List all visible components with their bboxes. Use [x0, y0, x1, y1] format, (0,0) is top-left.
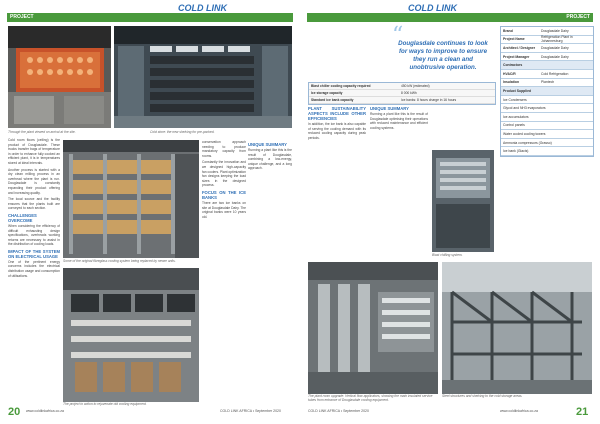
photo-plant-equipment	[8, 26, 111, 128]
photo-blast-chilling	[432, 150, 494, 252]
section-header-bar	[307, 13, 593, 22]
page-number: 21	[576, 406, 589, 418]
table-row	[501, 79, 593, 88]
subheader-label: Product Supplied	[503, 88, 532, 93]
row-label: Brand	[503, 28, 513, 33]
cooling-capacity-table	[308, 82, 496, 105]
table-row	[501, 139, 593, 148]
table-row	[501, 147, 593, 156]
text-column-2	[370, 104, 428, 252]
publication-logo	[408, 3, 457, 20]
paragraph: Running a plant like this is the result of Douglasdale, combining a low-energy, unique challenge, and a long approach.	[248, 148, 292, 171]
table-row	[501, 27, 593, 36]
row-label: Project Name	[503, 37, 525, 42]
table-row	[501, 122, 593, 131]
text-column-1	[8, 138, 60, 404]
row-value: Douglasdale Dairy	[541, 54, 569, 59]
project-specs-table	[500, 26, 594, 157]
footer-url[interactable]: www.coldlinkafrica.co.za	[500, 409, 538, 413]
row-value: Douglasdale Dairy	[541, 45, 569, 50]
product-item: Ice bank (Glacis)	[503, 149, 529, 154]
photo-project-in-action	[63, 268, 199, 402]
paragraph: Cold room floors (ceiling) is the product of Douglasdale. These trucks transfer bags of temperature in order to enhance fully cooked an efficient plant, it is in temperatures stored at ideal intervals.	[8, 138, 60, 165]
photo-caption: Blast chilling system.	[432, 253, 463, 257]
section-header-bar	[7, 13, 293, 22]
photo-caption: Through the plant viewed on arrival at the site.	[8, 130, 76, 134]
product-item: Ice Condensers	[503, 97, 527, 102]
photo-caption: Steel structures and shelving to the cold storage areas.	[442, 394, 523, 398]
table-row	[501, 44, 593, 53]
product-item: Ice accumulators	[503, 114, 529, 119]
section-label: PROJECT	[10, 14, 34, 20]
paragraph: One of the pertinent energy concerns includes the electrical distribution usage and consumption of utilisations.	[8, 259, 60, 278]
row-value: 8 000 kWh	[401, 91, 417, 95]
logo-text: COLD LINK	[408, 3, 457, 13]
table-row	[309, 97, 495, 104]
section-heading: UNIQUE SUMMARY	[370, 106, 409, 111]
table-row	[501, 104, 593, 113]
photo-caption: Cold store: the new shelving for pre-packed.	[150, 130, 215, 134]
table-row	[501, 113, 593, 122]
table-subheader	[501, 61, 593, 70]
row-value: Douglasdale Dairy	[541, 28, 569, 33]
table-row	[501, 36, 593, 45]
table-row	[309, 83, 495, 90]
page-footer	[300, 406, 600, 418]
product-item: Ammonia compressors (Grasso)	[503, 140, 552, 145]
paragraph: conservation approach needing to produce mandatory capacity from rooms.	[202, 140, 246, 158]
subheader-label: Contractors	[503, 63, 523, 68]
paragraph: Another process is started with a dry clean milling process in an overhead where the plant is run. Douglasdale is constantly expanding their product offering and increasing quality.	[8, 167, 60, 195]
page-footer	[0, 406, 300, 418]
photo-steel-structures	[442, 262, 592, 394]
product-item: Glycol and NH3 evaporators	[503, 106, 546, 111]
photo-plant-room-upgrade	[308, 262, 438, 394]
section-label: PROJECT	[566, 14, 590, 20]
table-row	[501, 96, 593, 105]
footer-issue: COLD LINK AFRICA • September 2020	[220, 409, 281, 413]
paragraph: The local source and the facility ensures that the plants built are conveyed to each section.	[8, 197, 60, 211]
photo-caption: Some of the original fibreglass cooling system being replaced by newer units.	[63, 259, 176, 263]
row-label: Architect / Designer	[503, 45, 536, 50]
footer-issue: COLD LINK AFRICA • September 2020	[308, 409, 369, 413]
open-quote-icon: “	[392, 23, 404, 48]
section-heading: UNIQUE SUMMARY	[248, 142, 287, 147]
row-label: Blast chiller cooling capacity required	[311, 84, 371, 88]
row-label: Standard ice bank capacity	[311, 98, 354, 102]
paragraph: There are two ice banks on site at Douglasdale Dairy. The original banks were 10 years old.	[202, 200, 246, 219]
table-row	[501, 130, 593, 139]
paragraph: In addition, the ice bank is also capable of serving the cooling demand with its reduced cooling capacity during peak periods.	[308, 122, 366, 140]
table-row	[501, 70, 593, 79]
footer-url[interactable]: www.coldlinkafrica.co.za	[26, 409, 64, 413]
page-number: 20	[8, 406, 21, 418]
photo-caption: The plant room upgrade: Vertical flow applicators, showing the main insulated service tubes from entrance of Douglasdale cooling equipment.	[308, 394, 433, 402]
text-column-3	[248, 140, 292, 240]
row-value: 450 kW (estimated)	[401, 84, 430, 88]
right-page	[300, 0, 600, 424]
section-heading: PLANT SUSTAINABILITY ASPECTS INCLUDE OTHER EFFICIENCIES	[308, 106, 366, 121]
product-item: Control panels	[503, 123, 525, 128]
row-value: Cold Refrigeration	[541, 71, 569, 76]
paragraph: Running a plant like this is the result of Douglasdale optimising their operations with reduced maintenance and efficient cooling systems.	[370, 112, 428, 130]
row-label: Project Manager	[503, 54, 530, 59]
photo-cold-room	[114, 26, 292, 128]
row-value: Plantech	[541, 80, 555, 85]
table-subheader	[501, 87, 593, 96]
row-label: HVAC/R	[503, 71, 516, 76]
section-heading: IMPACT OF THE SYSTEM ON ELECTRICAL USAGE	[8, 248, 60, 259]
paragraph: Constantly the innovation and we designed high-capacity fan coolers. Plant optimization fan designs keeping the load sizes in the designed process.	[202, 160, 246, 188]
publication-logo	[178, 3, 227, 20]
row-label: Ice storage capacity	[311, 91, 343, 95]
row-value: Refrigeration Plant in Johannesburg	[541, 35, 573, 44]
logo-subtext: AFRICA	[200, 16, 214, 20]
logo-text: COLD LINK	[178, 3, 227, 13]
product-item: Water cooled cooling towers	[503, 131, 546, 136]
section-heading: CHALLENGES OVERCOME	[8, 212, 37, 223]
row-label: Insulation	[503, 80, 520, 85]
table-row	[501, 53, 593, 62]
section-heading: FOCUS ON THE ICE BANKS	[202, 189, 246, 200]
photo-caption: The project in action to rejuvenate old cooling equipment.	[63, 402, 147, 406]
paragraph: When considering the efficiency of difficult exhausting design specifications, overheads working returns are necessary to assist in the distribution of cooling loads.	[8, 223, 60, 247]
photo-shelving	[63, 140, 199, 258]
logo-subtext: AFRICA	[430, 16, 444, 20]
table-row	[309, 90, 495, 97]
text-column-2	[202, 140, 246, 240]
row-value: Ice banks: 8 hours charge in 16 hours	[401, 98, 457, 102]
pull-quote: Douglasdale continues to look for ways to improve to ensure they run a clean and unobtrusive operation.	[398, 40, 488, 71]
text-column-1	[308, 104, 366, 252]
